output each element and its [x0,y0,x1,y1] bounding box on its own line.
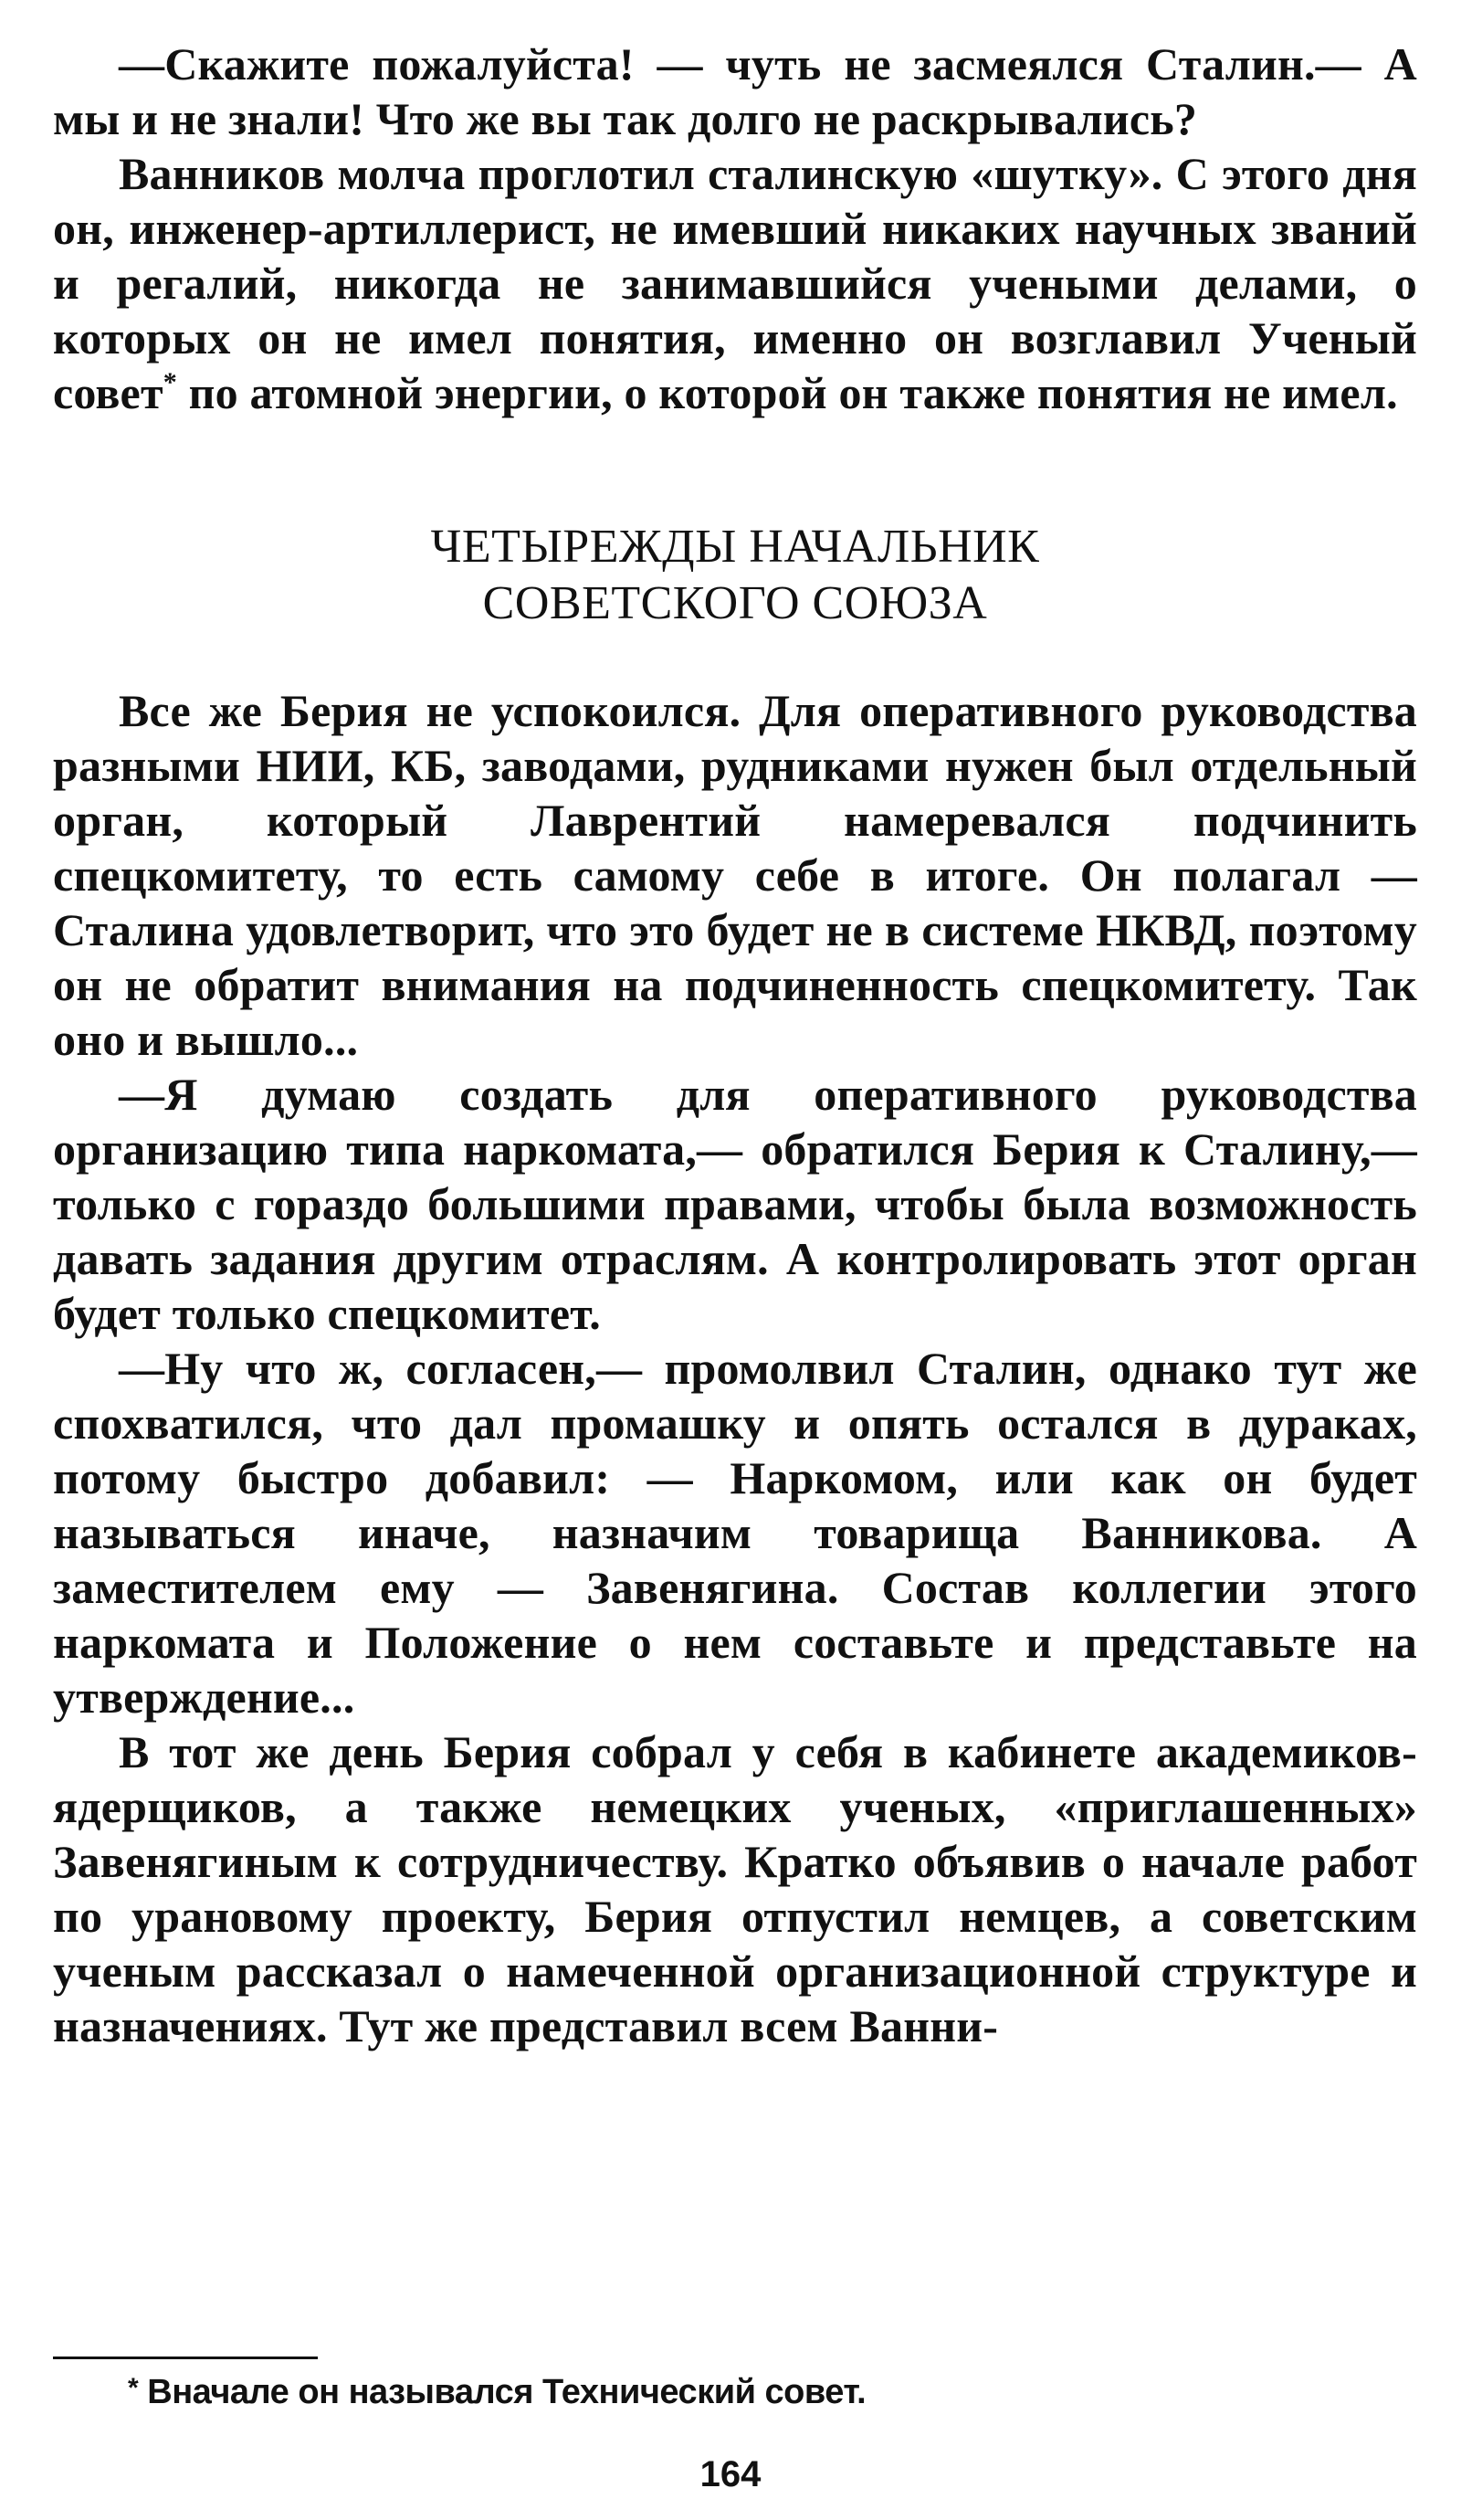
paragraph-text: Ванников молча проглотил сталинскую «шутку». С этого дня он, инженер-артиллерист, не имевший никаких научных званий и регалий, никогда не занимавшийся учеными делами, о которых он не имел понятия, именно он возглавил Ученый совет [53,148,1417,418]
footnote-divider [53,2357,318,2359]
paragraph-text-tail: по атомной энергии, о которой он также понятия не имел. [176,367,1398,418]
chapter-title [53,519,1417,632]
paragraph: Все же Берия не успокоился. Для оперативного руководства разными НИИ, КБ, заводами, рудниками нужен был отдельный орган, который Лаврентий намеревался подчинить спецкомитету, то есть самому себе в итоге. Он полагал — Сталина удовлетворит, что это будет не в системе НКВД, поэтому он не обратит внимания на подчиненность спецкомитету. Так оно и вышло... [53,685,1417,1065]
section-gap [53,420,1417,519]
footnote-marker: * [128,2373,139,2403]
footnote-text: Вначале он назывался Технический совет. [138,2373,867,2411]
paragraph: —Я думаю создать для оперативного руководства организацию типа наркомата,— обратился Берия к Сталину,— только с гораздо большими правами, чтобы была возможность давать задания другим отраслям. А контролировать этот орган будет только спецкомитет. [53,1069,1417,1339]
body-text-top [53,37,1417,420]
paragraph: В тот же день Берия собрал у себя в кабинете академиков-ядерщиков, а также немецких ученых, «приглашенных» Завенягиным к сотрудничеству. Кратко объявив о начале работ по урановому проекту, Берия отпустил немцев, а советским ученым рассказал о намеченной организационной структуре и назначениях. Тут же представил всем Ванни- [53,1726,1417,2051]
footnote-marker: * [163,367,177,397]
paragraph [53,146,1417,420]
paragraph: —Скажите пожалуйста! — чуть не засмеялся Сталин.— А мы и не знали! Что же вы так долго не раскрывались? [53,38,1417,144]
body-text-main [53,683,1417,2053]
chapter-title-line: СОВЕТСКОГО СОЮЗА [482,577,988,629]
paragraph: —Ну что ж, согласен,— промолвил Сталин, однако тут же спохватился, что дал промашку и опять остался в дураках, потому быстро добавил: — Наркомом, или как он будет называться иначе, назначим товарища Ванникова. А заместителем ему — Завенягина. Состав коллегии этого наркомата и Положение о нем составьте и представьте на утверждение... [53,1343,1417,1723]
page-content [53,37,1417,2053]
chapter-title-line: ЧЕТЫРЕЖДЫ НАЧАЛЬНИК [430,521,1040,573]
page-number: 164 [699,2454,762,2494]
footnote [128,2371,866,2413]
